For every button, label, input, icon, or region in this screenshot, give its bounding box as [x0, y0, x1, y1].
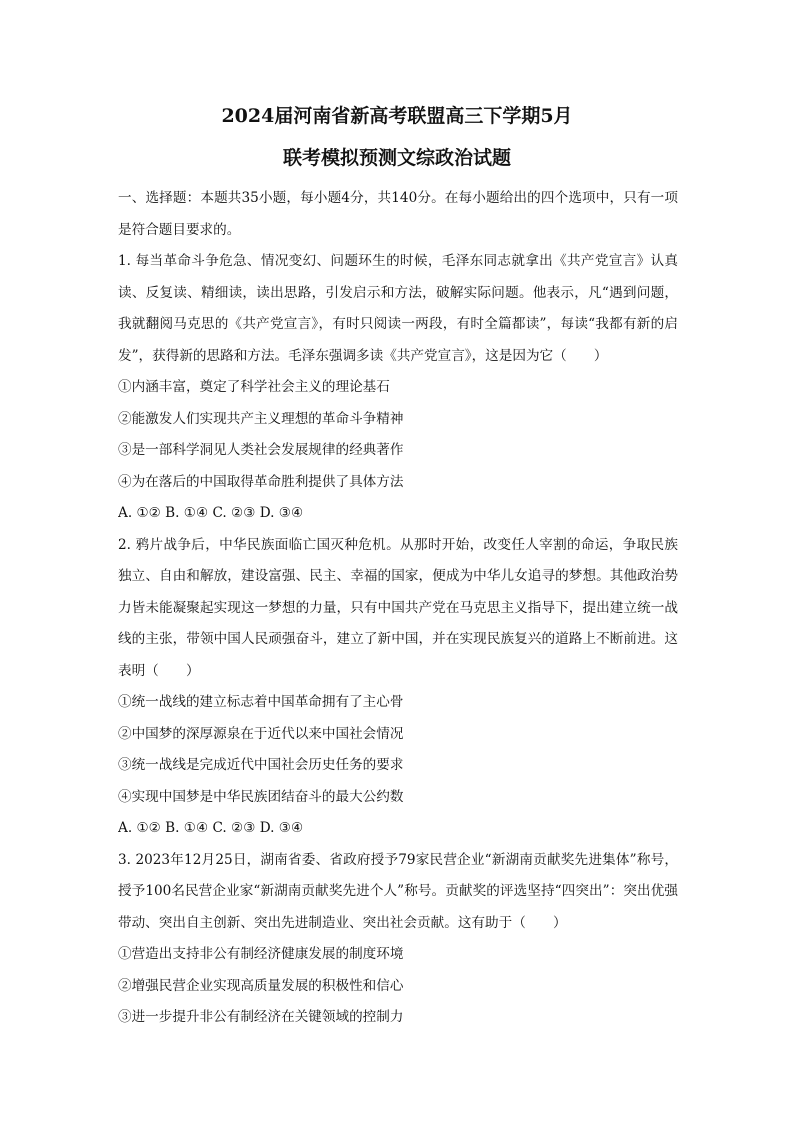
- question-stem: 1. 每当革命斗争危急、情况变幻、问题环生的时候，毛泽东同志就拿出《共产党宣言》认真读、反复读、精细读，读出思路，引发启示和方法，破解实际问题。他表示，凡“遇到问题，我就翻阅马克思的《共产党宣言》，有时只阅读一两段，有时全篇都读”，每读“我都有新的启发”，获得新的思路和方法。毛泽东强调多读《共产党宣言》，这是因为它（ ）: [118, 253, 678, 364]
- question-option: ③是一部科学洞见人类社会发展规律的经典著作: [118, 442, 404, 458]
- question-option: ①营造出支持非公有制经济健康发展的制度环境: [118, 946, 404, 962]
- question-1: [118, 246, 678, 530]
- answer-choices: A. ①② B. ①④ C. ②③ D. ③④: [118, 505, 304, 521]
- question-stem: 3. 2023年12月25日，湖南省委、省政府授予79家民营企业“新湖南贡献奖先进集体”称号，授予100名民营企业家“新湖南贡献奖先进个人”称号。贡献奖的评选坚持“四突出”：突出优强带动、突出自主创新、突出先进制造业、突出社会贡献。这有助于（ ）: [118, 851, 678, 931]
- answer-choices: A. ①② B. ①④ C. ②③ D. ③④: [118, 820, 304, 836]
- document-title-line-2: 联考模拟预测文综政治试题: [282, 147, 511, 169]
- question-option: ①内涵丰富，奠定了科学社会主义的理论基石: [118, 379, 390, 395]
- question-option: ②中国梦的深厚源泉在于近代以来中国社会情况: [118, 725, 404, 742]
- question-option: ③统一战线是完成近代中国社会历史任务的要求: [118, 757, 404, 773]
- question-option: ①统一战线的建立标志着中国革命拥有了主心骨: [118, 694, 404, 710]
- document-body: [118, 183, 678, 1034]
- question-option: ④实现中国梦是中华民族团结奋斗的最大公约数: [118, 788, 404, 805]
- question-2: [118, 530, 678, 845]
- question-option: ②能激发人们实现共产主义理想的革命斗争精神: [118, 410, 404, 427]
- question-option: ③进一步提升非公有制经济在关键领域的控制力: [118, 1009, 404, 1025]
- document-title-line-1: 2024届河南省新高考联盟高三下学期5月: [221, 105, 573, 127]
- question-option: ②增强民营企业实现高质量发展的积极性和信心: [118, 977, 404, 994]
- section-heading: 一、选择题：本题共35小题，每小题4分，共140分。在每小题给出的四个选项中，只有一项是符合题目要求的。: [118, 190, 678, 238]
- question-option: ④为在落后的中国取得革命胜利提供了具体方法: [118, 473, 404, 490]
- question-3: [118, 845, 678, 1034]
- question-stem: 2. 鸦片战争后，中华民族面临亡国灭种危机。从那时开始，改变任人宰割的命运，争取民族独立、自由和解放，建设富强、民主、幸福的国家，便成为中华儿女追寻的梦想。其他政治势力皆未能凝聚起实现这一梦想的力量，只有中国共产党在马克思主义指导下，提出建立统一战线的主张，带领中国人民顽强奋斗，建立了新中国，并在实现民族复兴的道路上不断前进。这表明（ ）: [118, 536, 678, 679]
